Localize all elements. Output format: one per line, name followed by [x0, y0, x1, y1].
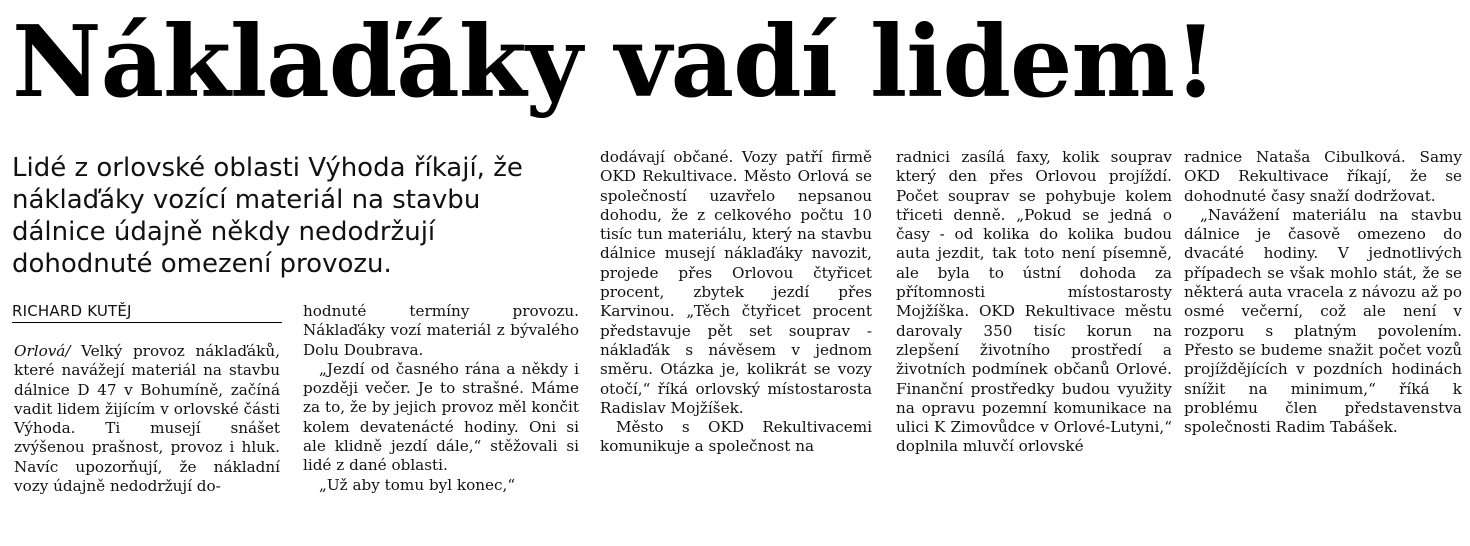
headline: Náklaďáky vadí lidem!: [12, 5, 1217, 120]
paragraph-text: Velký provoz náklaďáků, které navážejí materiál na stavbu dálnice D 47 v Bohumíně, začíná vadit lidem žijícím v orlovské části Výhoda. Ti musejí snášet zvýšenou prašnost, provoz i hluk. Navíc upozorňují, že nákladní vozy údajně nedodržují do-: [14, 342, 280, 496]
paragraph: dodávají občané. Vozy patří firmě OKD Rekultivace. Město Orlová se společností uzavřelo nepsanou dohodu, že z celkového počtu 10 tisíc tun materiálu, který na stavbu dálnice musejí náklaďáky navozit, projede přes Orlovou čtyřicet procent, zbytek jezdí přes Karvinou. „Těch čtyřicet procent představuje pět set souprav - náklaďák s návěsem v jednom směru. Otázka je, kolikrát se vozy otočí,“ říká orlovský místostarosta Radislav Mojžíšek.: [600, 148, 872, 417]
article-column-2: [303, 302, 579, 495]
paragraph: „Jezdí od časného rána a někdy i později večer. Je to strašné. Máme za to, že by jejich provoz měl končit kolem devatenácté hodiny. Oni si ale klidně jezdí dále,“ stěžovali si lidé z dané oblasti.: [303, 359, 579, 475]
dateline: Orlová/: [14, 342, 71, 360]
article-column-1: [14, 342, 280, 496]
paragraph: „Navážení materiálu na stavbu dálnice je časově omezeno do dvacáté hodiny. V jednotlivých případech se však mohlo stát, že se některá auta vracela z návozu až po osmé večerní, což ale není v rozporu s platným povolením. Přesto se budeme snažit počet vozů projíždějících v pozdních hodinách snížit na minimum,“ říká k problému člen představenstva společnosti Radim Tabášek.: [1184, 205, 1462, 437]
paragraph: hodnuté termíny provozu. Náklaďáky vozí materiál z bývalého Dolu Doubrava.: [303, 302, 579, 359]
article-column-3: [600, 148, 872, 457]
paragraph: [14, 342, 280, 496]
deck-subtitle: Lidé z orlovské oblasti Výhoda říkají, že náklaďáky vozící materiál na stavbu dálnice údajně někdy nedodržují dohodnuté omezení provozu.: [12, 153, 523, 279]
byline: RICHARD KUTĚJ: [12, 302, 282, 323]
paragraph: radnice Nataša Cibulková. Samy OKD Rekultivace říkají, že se dohodnuté časy snaží dodržovat.: [1184, 148, 1462, 205]
paragraph: „Už aby tomu byl konec,“: [319, 475, 516, 494]
article-column-4: [896, 148, 1172, 457]
paragraph: Město s OKD Rekultivacemi komunikuje a společnost na: [600, 418, 872, 456]
article-column-5: [1184, 148, 1462, 437]
paragraph: radnici zasílá faxy, kolik souprav který den přes Orlovou projíždí. Počet souprav se pohybuje kolem třiceti denně. „Pokud se jedná o časy - od kolika do kolika budou auta jezdit, tak toto není písemně, ale byla to ústní dohoda za přítomnosti místostarosty Mojžíška. OKD Rekultivace městu darovaly 350 tisíc korun na zlepšení životního prostředí a životních podmínek občanů Orlové. Finanční prostředky budou využity na opravu pozemní komunikace na ulici K Zimovůdce v Orlové-Lutyni,“ doplnila mluvčí orlovské: [896, 148, 1172, 456]
